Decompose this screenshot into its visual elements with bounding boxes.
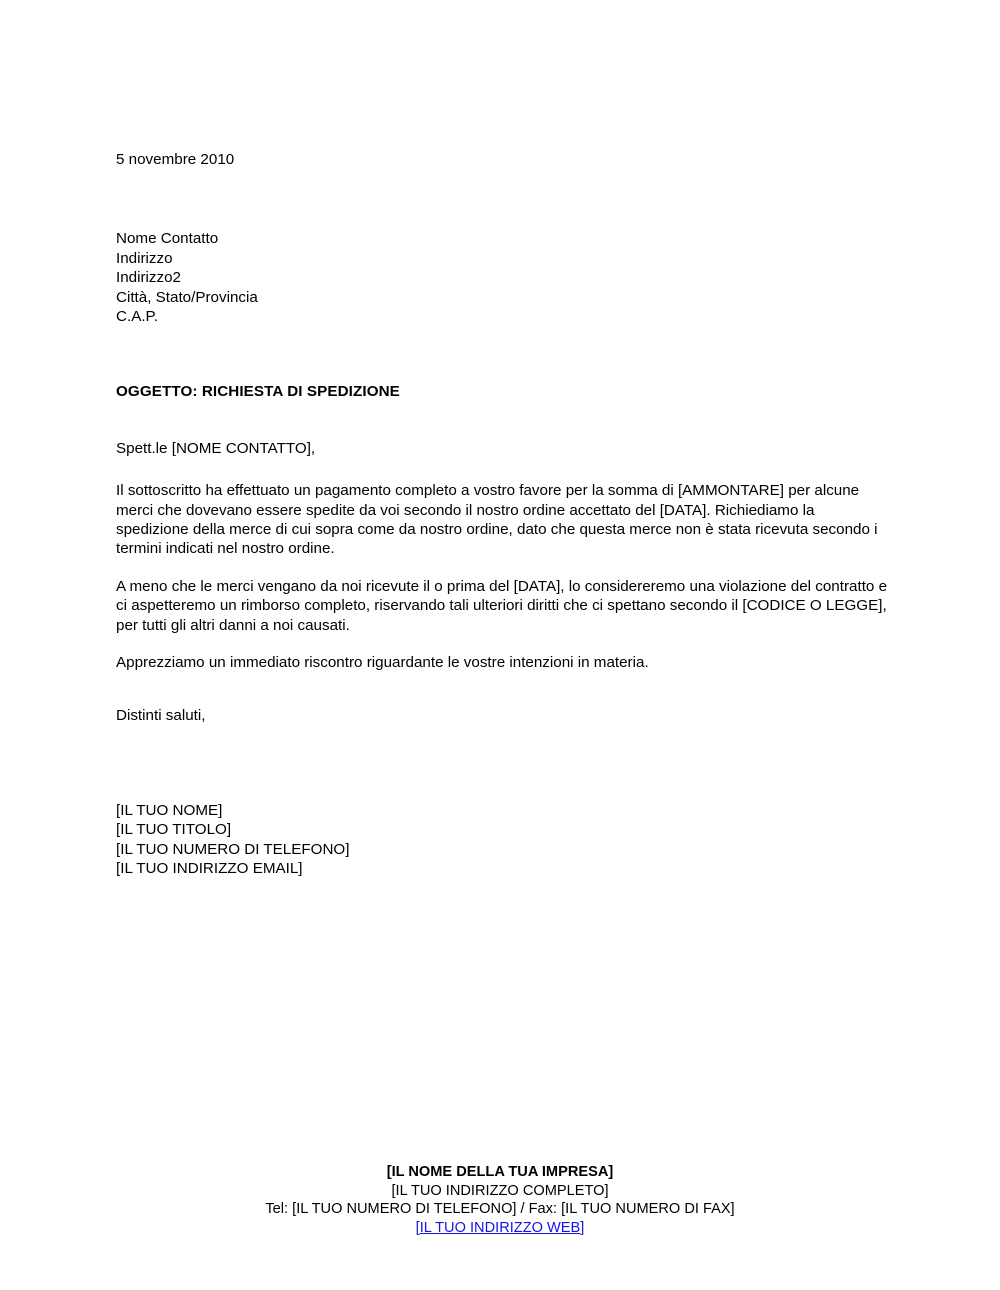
- recipient-postal-code: C.A.P.: [116, 308, 158, 326]
- signature-title: [IL TUO TITOLO]: [116, 821, 232, 839]
- spacer-before-closing: [116, 673, 888, 706]
- recipient-address-line2: Indirizzo2: [116, 269, 181, 287]
- letter-paragraph-2: A meno che le merci vengano da noi ricevute il o prima del [DATA], lo considereremo una violazione del contratto e ci aspetteremo un rimborso completo, riservando tali ulteriori diritti che ci spettano secondo il [CODICE O LEGGE], per tutti gli altri danni a noi causati.: [116, 577, 888, 634]
- recipient-address-block: [116, 229, 888, 326]
- signature-name: [IL TUO NOME]: [116, 801, 223, 819]
- footer-contact: Tel: [IL TUO NUMERO DI TELEFONO] / Fax: [IL TUO NUMERO DI FAX]: [265, 1201, 735, 1218]
- spacer-after-address: [116, 326, 888, 382]
- signature-space: [116, 725, 888, 801]
- footer-company-name: [IL NOME DELLA TUA IMPRESA]: [386, 1164, 614, 1180]
- signature-email: [IL TUO INDIRIZZO EMAIL]: [116, 860, 303, 878]
- letter-footer: [0, 1163, 1000, 1237]
- footer-website-link-wrapper: [0, 1219, 1000, 1238]
- letter-closing: Distinti saluti,: [116, 706, 206, 724]
- recipient-address-line1: Indirizzo: [116, 249, 173, 267]
- spacer-between-paragraph-1-2: [116, 559, 888, 577]
- recipient-city-state: Città, Stato/Provincia: [116, 288, 258, 306]
- spacer-after-salutation: [116, 458, 888, 481]
- letter-body: [116, 150, 888, 879]
- letter-salutation: Spett.le [NOME CONTATTO],: [116, 439, 316, 457]
- spacer-between-paragraph-2-3: [116, 635, 888, 653]
- letter-subject: OGGETTO: RICHIESTA DI SPEDIZIONE: [116, 383, 400, 401]
- letter-paragraph-1: Il sottoscritto ha effettuato un pagamento completo a vostro favore per la somma di [AMMONTARE] per alcune merci che dovevano essere spedite da voi secondo il nostro ordine accettato del [DATA]. Richiediamo la spedizione della merce di cui sopra come da nostro ordine, dato che questa merce non è stata ricevuta secondo i termini indicati nel nostro ordine.: [116, 482, 878, 558]
- letter-date-block: [116, 150, 888, 169]
- signature-phone: [IL TUO NUMERO DI TELEFONO]: [116, 840, 350, 858]
- letter-date: 5 novembre 2010: [116, 151, 235, 168]
- recipient-name: Nome Contatto: [116, 230, 219, 248]
- footer-website-link[interactable]: [IL TUO INDIRIZZO WEB]: [415, 1219, 585, 1236]
- letter-paragraph-3: Apprezziamo un immediato riscontro riguardante le vostre intenzioni in materia.: [116, 654, 649, 672]
- footer-address: [IL TUO INDIRIZZO COMPLETO]: [391, 1182, 609, 1199]
- spacer-after-date: [116, 169, 888, 229]
- signature-block: [116, 801, 888, 879]
- spacer-after-subject: [116, 402, 888, 439]
